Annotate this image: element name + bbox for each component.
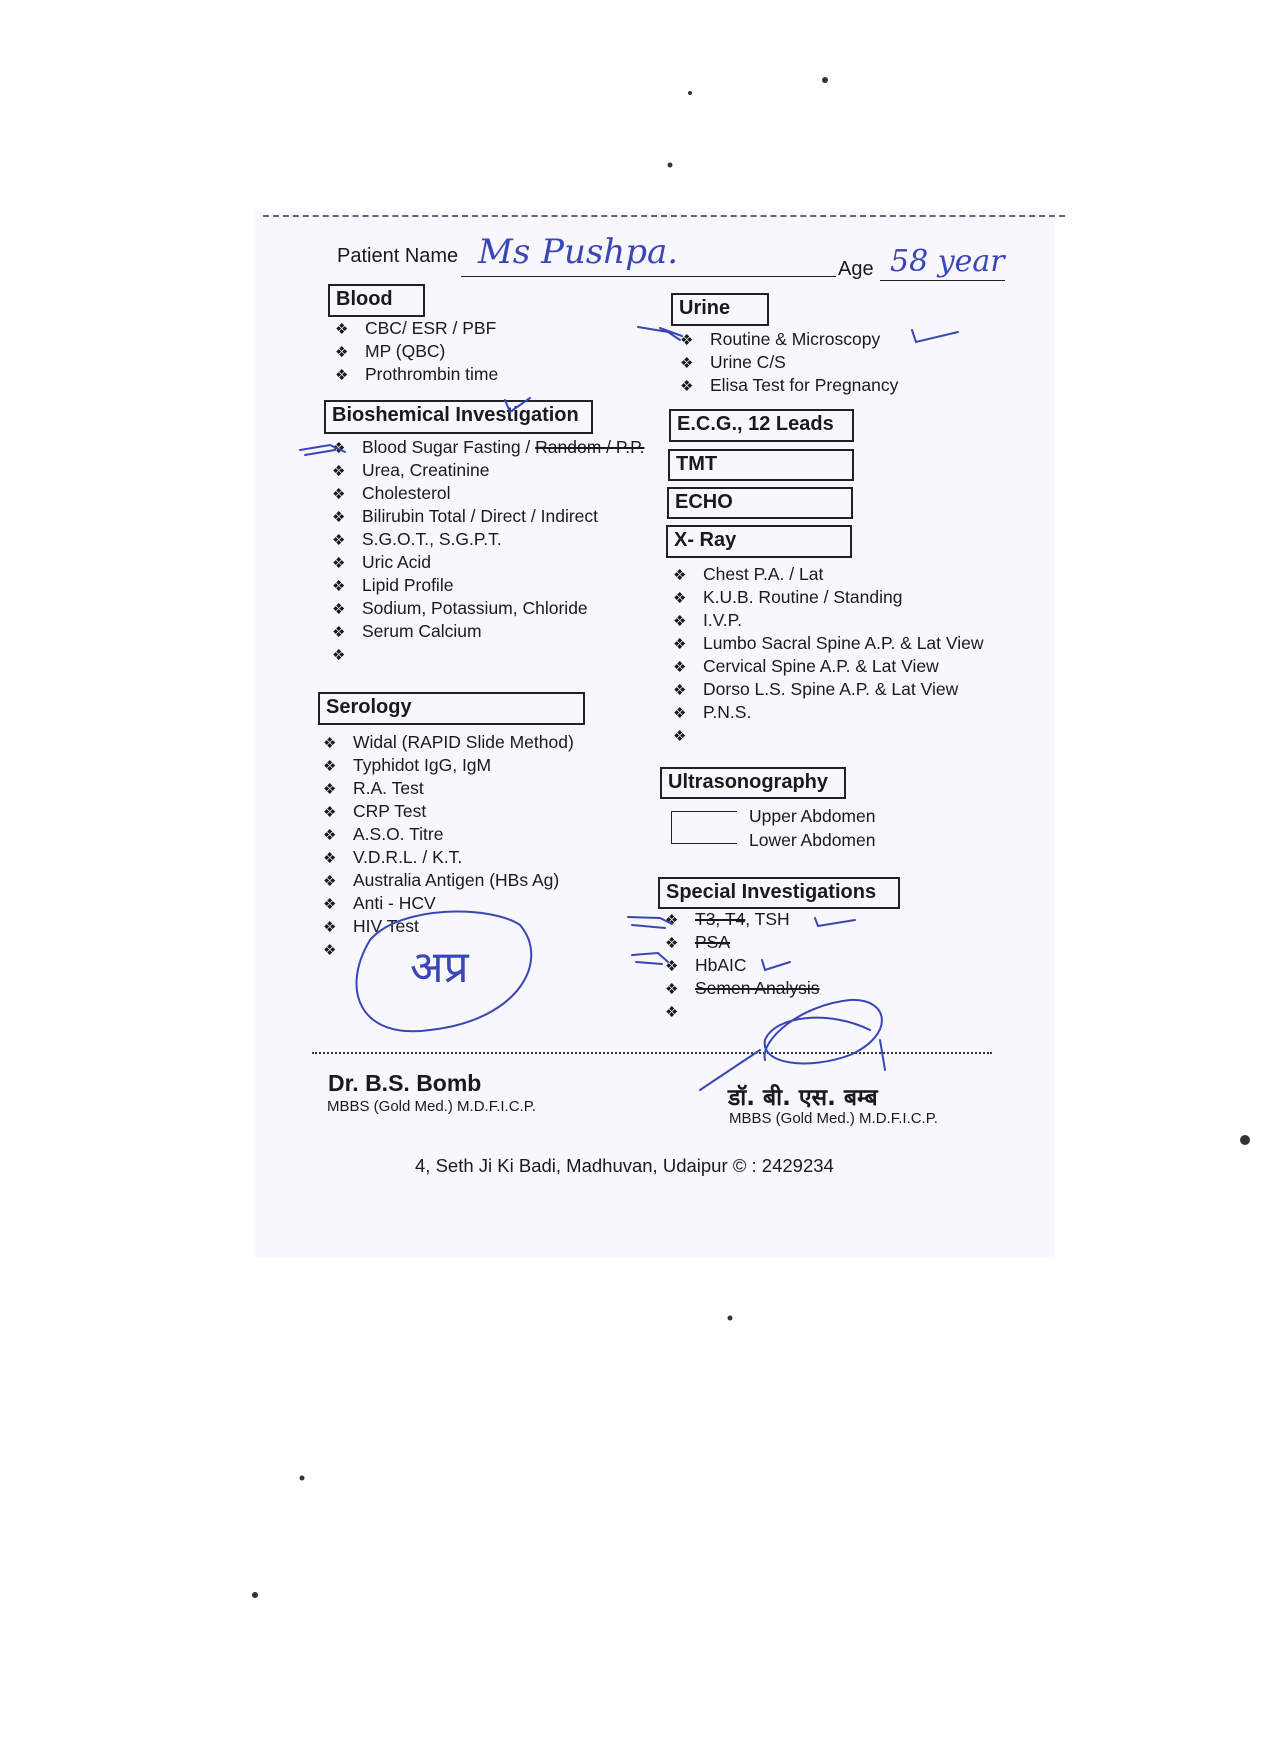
doctor-name-en: Dr. B.S. Bomb bbox=[328, 1070, 482, 1096]
torn-edge bbox=[263, 215, 1065, 217]
tmt-heading: TMT bbox=[668, 449, 854, 481]
urine-list bbox=[680, 328, 898, 397]
patient-name-value: Ms Pushpa. bbox=[478, 232, 679, 272]
list-item: ❖ Anti - HCV bbox=[323, 893, 436, 913]
list-item: ❖ CRP Test bbox=[323, 801, 427, 821]
list-item: ❖ Bilirubin Total / Direct / Indirect bbox=[332, 506, 599, 526]
list-item: ❖ R.A. Test bbox=[323, 778, 424, 798]
urine-heading: Urine bbox=[671, 293, 769, 326]
list-item: ❖ Australia Antigen (HBs Ag) bbox=[323, 870, 560, 890]
list-item: ❖ Serum Calcium bbox=[332, 621, 482, 641]
doctor-qualification-hi: MBBS (Gold Med.) M.D.F.I.C.P. bbox=[729, 1110, 938, 1127]
list-item: ❖ V.D.R.L. / K.T. bbox=[323, 847, 463, 867]
list-item: ❖ Semen Analysis bbox=[665, 978, 820, 998]
footer-divider bbox=[312, 1052, 992, 1054]
echo-heading: ECHO bbox=[667, 487, 853, 519]
list-item: ❖ Sodium, Potassium, Chloride bbox=[332, 598, 588, 618]
list-item: ❖ bbox=[323, 942, 337, 959]
list-item: ❖ T3, T4, TSH bbox=[665, 909, 790, 929]
struck-text: Random / P.P. bbox=[535, 437, 645, 457]
list-item: ❖ HbAIC bbox=[665, 955, 747, 975]
list-item: ❖ Blood Sugar Fasting / Random / P.P. bbox=[332, 437, 645, 457]
blood-list bbox=[335, 317, 498, 386]
usg-lower: Lower Abdomen bbox=[749, 830, 876, 850]
list-item: ❖ MP (QBC) bbox=[335, 341, 446, 361]
special-list bbox=[665, 908, 820, 1023]
list-item: ❖ I.V.P. bbox=[673, 610, 742, 630]
list-item: ❖ S.G.O.T., S.G.P.T. bbox=[332, 529, 502, 549]
list-item: ❖ bbox=[665, 1004, 679, 1021]
list-item: ❖ Elisa Test for Pregnancy bbox=[680, 375, 899, 395]
special-heading: Special Investigations bbox=[658, 877, 900, 909]
biochemical-heading: Bioshemical Investigation bbox=[324, 400, 593, 434]
list-item: ❖ Uric Acid bbox=[332, 552, 432, 572]
list-item: ❖ Prothrombin time bbox=[335, 364, 499, 384]
blood-heading: Blood bbox=[328, 284, 425, 317]
clinic-address: 4, Seth Ji Ki Badi, Madhuvan, Udaipur © : 2429234 bbox=[415, 1155, 834, 1176]
age-label: Age bbox=[838, 258, 874, 280]
list-item: ❖ Widal (RAPID Slide Method) bbox=[323, 732, 574, 752]
usg-upper: Upper Abdomen bbox=[749, 806, 876, 826]
xray-heading: X- Ray bbox=[666, 525, 852, 558]
list-item: ❖ Dorso L.S. Spine A.P. & Lat View bbox=[673, 679, 959, 699]
handwritten-stamp: अप्र bbox=[410, 942, 469, 993]
list-item: ❖ bbox=[332, 647, 346, 664]
list-item: ❖ A.S.O. Titre bbox=[323, 824, 444, 844]
doctor-name-hi: डॉ. बी. एस. बम्ब bbox=[728, 1085, 878, 1111]
serology-list bbox=[323, 731, 574, 961]
list-item: ❖ P.N.S. bbox=[673, 702, 752, 722]
biochemical-list bbox=[332, 436, 644, 666]
list-item: ❖ Lipid Profile bbox=[332, 575, 454, 595]
usg-bracket bbox=[671, 811, 737, 844]
list-item: ❖ Urine C/S bbox=[680, 352, 786, 372]
list-item: ❖ K.U.B. Routine / Standing bbox=[673, 587, 903, 607]
list-item: ❖ Cervical Spine A.P. & Lat View bbox=[673, 656, 939, 676]
list-item: ❖ Cholesterol bbox=[332, 483, 451, 503]
list-item: ❖ CBC/ ESR / PBF bbox=[335, 318, 497, 338]
list-item: ❖ Urea, Creatinine bbox=[332, 460, 490, 480]
serology-heading: Serology bbox=[318, 692, 585, 725]
list-item: ❖ Routine & Microscopy bbox=[680, 329, 881, 349]
xray-list bbox=[673, 563, 984, 747]
ecg-heading: E.C.G., 12 Leads bbox=[669, 409, 854, 442]
list-item: ❖ Chest P.A. / Lat bbox=[673, 564, 824, 584]
usg-heading: Ultrasonography bbox=[660, 767, 846, 799]
list-item: ❖ bbox=[673, 728, 687, 745]
list-item: ❖ PSA bbox=[665, 932, 731, 952]
list-item: ❖ Lumbo Sacral Spine A.P. & Lat View bbox=[673, 633, 984, 653]
doctor-qualification-en: MBBS (Gold Med.) M.D.F.I.C.P. bbox=[327, 1098, 536, 1115]
list-item: ❖ HIV Test bbox=[323, 916, 419, 936]
list-item: ❖ Typhidot IgG, IgM bbox=[323, 755, 492, 775]
age-value: 58 year bbox=[890, 244, 1005, 279]
patient-name-label: Patient Name bbox=[337, 245, 459, 267]
